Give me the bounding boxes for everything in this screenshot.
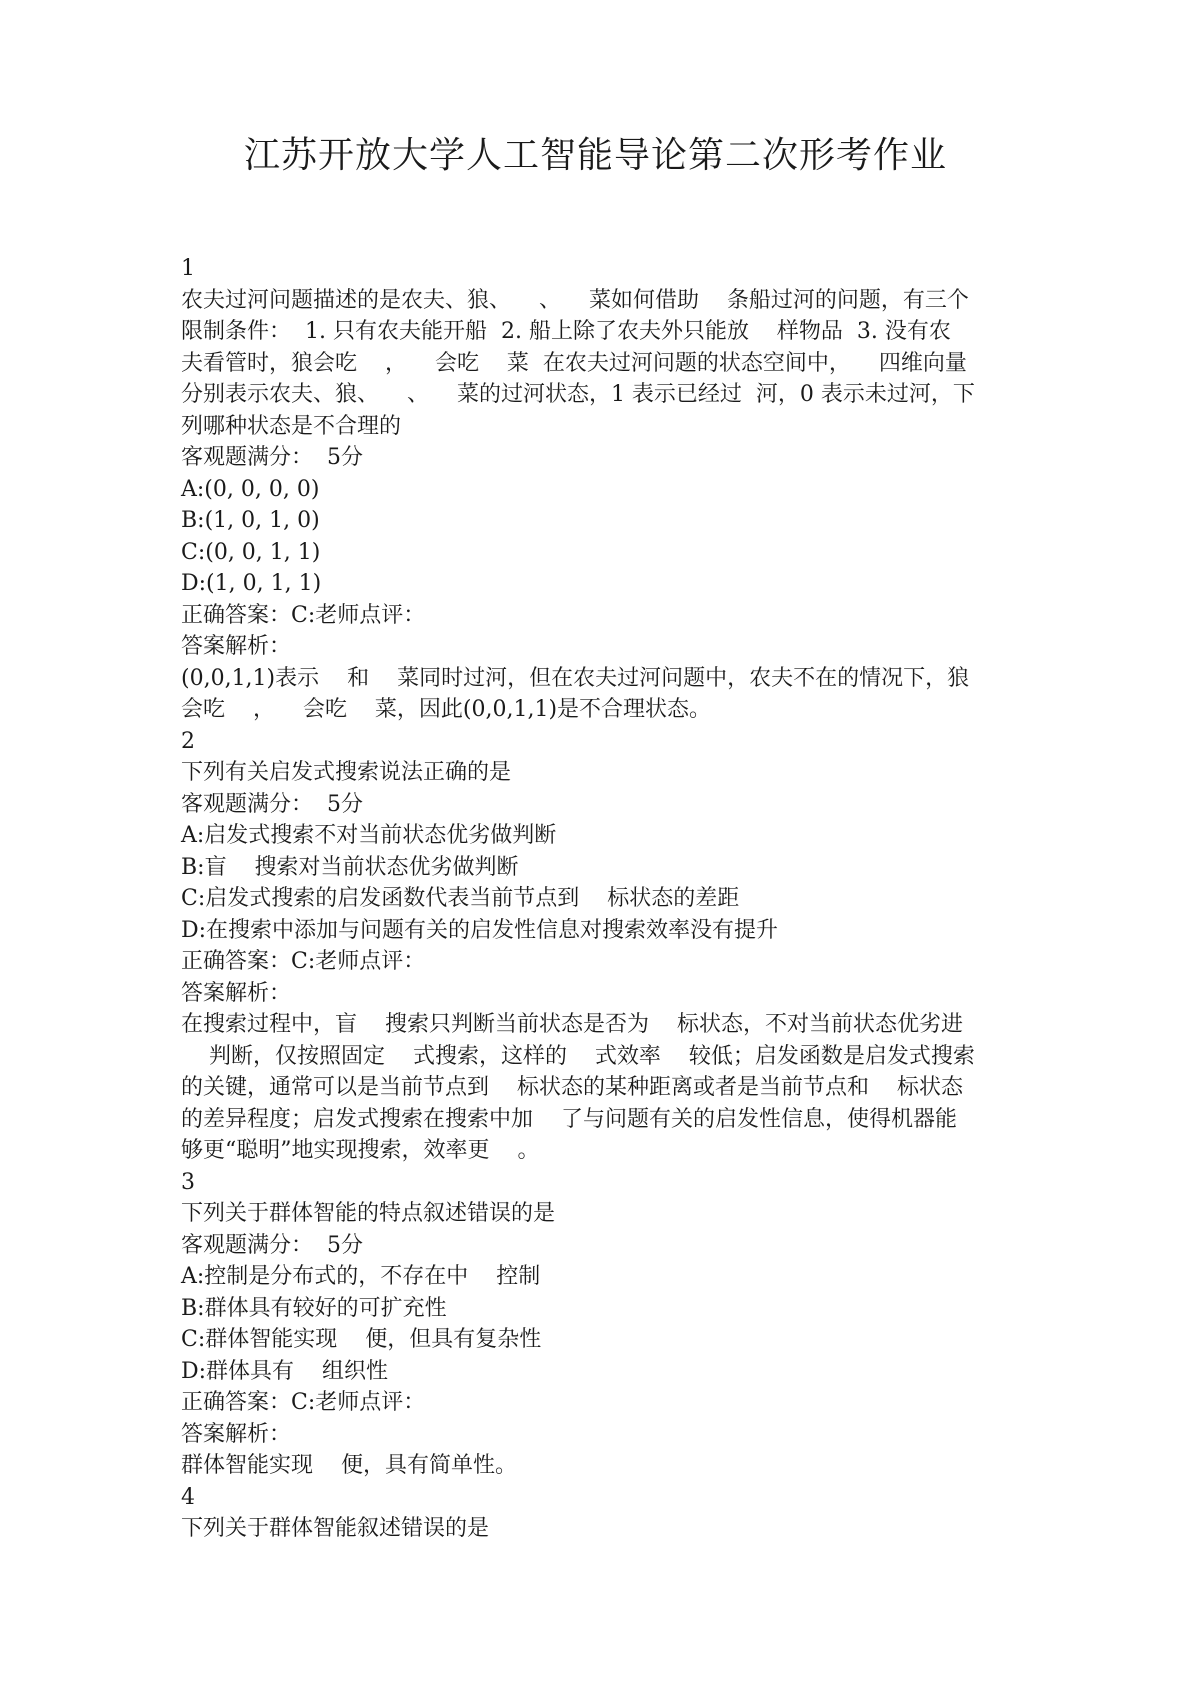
text-line: D:(1, 0, 1, 1): [181, 571, 322, 596]
text-line: 农夫过河问题描述的是农夫、狼、 、 菜如何借助 条船过河的问题，有三个: [181, 287, 969, 313]
text-line: 1: [181, 256, 195, 281]
text-line: 答案解析：: [181, 634, 292, 659]
text-line: 客观题满分： 5分: [181, 1232, 363, 1258]
text-line: 限制条件： 1. 只有农夫能开船 2. 船上除了农夫外只能放 样物品 3. 没有农: [181, 319, 951, 344]
text-line: D:在搜索中添加与问题有关的启发性信息对搜索效率没有提升: [181, 917, 779, 943]
text-line: 正确答案：C:老师点评：: [181, 602, 426, 628]
text-line: 4: [181, 1484, 195, 1510]
text-line: C:群体智能实现 便，但具有复杂性: [181, 1327, 542, 1352]
text-line: 夫看管时，狼会吃 ， 会吃 菜 在农夫过河问题的状态空间中， 四维向量: [181, 350, 967, 376]
text-line: B:群体具有较好的可扩充性: [181, 1295, 447, 1321]
text-line: 2: [181, 728, 195, 754]
text-line: D:群体具有 组织性: [181, 1358, 389, 1384]
document-title: 江苏开放大学人工智能导论第二次形考作业: [243, 135, 947, 176]
text-line: 3: [181, 1169, 195, 1195]
text-line: B:盲 搜索对当前状态优劣做判断: [181, 854, 519, 880]
text-line: 的差异程度；启发式搜索在搜索中加 了与问题有关的启发性信息，使得机器能: [181, 1106, 957, 1132]
text-line: 客观题满分： 5分: [181, 791, 363, 817]
text-line: 列哪种状态是不合理的: [181, 413, 402, 439]
text-line: B:(1, 0, 1, 0): [181, 508, 320, 533]
text-line: 下列有关启发式搜索说法正确的是: [181, 760, 512, 785]
document-body: [181, 253, 1021, 1545]
text-line: 下列关于群体智能叙述错误的是: [181, 1516, 490, 1541]
text-line: 答案解析：: [181, 980, 292, 1006]
text-line: 下列关于群体智能的特点叙述错误的是: [181, 1201, 556, 1226]
text-line: 判断，仅按照固定 式搜索，这样的 式效率 较低；启发函数是启发式搜索: [181, 1043, 975, 1069]
text-line: A:控制是分布式的，不存在中 控制: [181, 1264, 541, 1289]
text-line: 会吃 ， 会吃 菜，因此(0,0,1,1)是不合理状态。: [181, 697, 712, 722]
text-line: 分别表示农夫、狼、 、 菜的过河状态，1 表示已经过 河，0 表示未过河，下: [181, 382, 975, 407]
text-line: 客观题满分： 5分: [181, 445, 363, 470]
text-line: A:(0, 0, 0, 0): [181, 476, 320, 502]
text-line: A:启发式搜索不对当前状态优劣做判断: [181, 823, 557, 848]
text-line: 够更“聪明”地实现搜索，效率更 。: [181, 1138, 540, 1163]
text-line: 的关键，通常可以是当前节点到 标状态的某种距离或者是当前节点和 标状态: [181, 1075, 963, 1100]
text-line: 正确答案：C:老师点评：: [181, 949, 426, 974]
text-line: 群体智能实现 便，具有简单性。: [181, 1453, 517, 1478]
text-line: 答案解析：: [181, 1421, 292, 1447]
text-line: C:(0, 0, 1, 1): [181, 539, 321, 565]
text-line: 在搜索过程中，盲 搜索只判断当前状态是否为 标状态，不对当前状态优劣进: [181, 1012, 963, 1037]
text-line: C:启发式搜索的启发函数代表当前节点到 标状态的差距: [181, 886, 740, 911]
text-line: 正确答案：C:老师点评：: [181, 1390, 426, 1415]
text-line: (0,0,1,1)表示 和 菜同时过河，但在农夫过河问题中，农夫不在的情况下，狼: [181, 665, 970, 691]
